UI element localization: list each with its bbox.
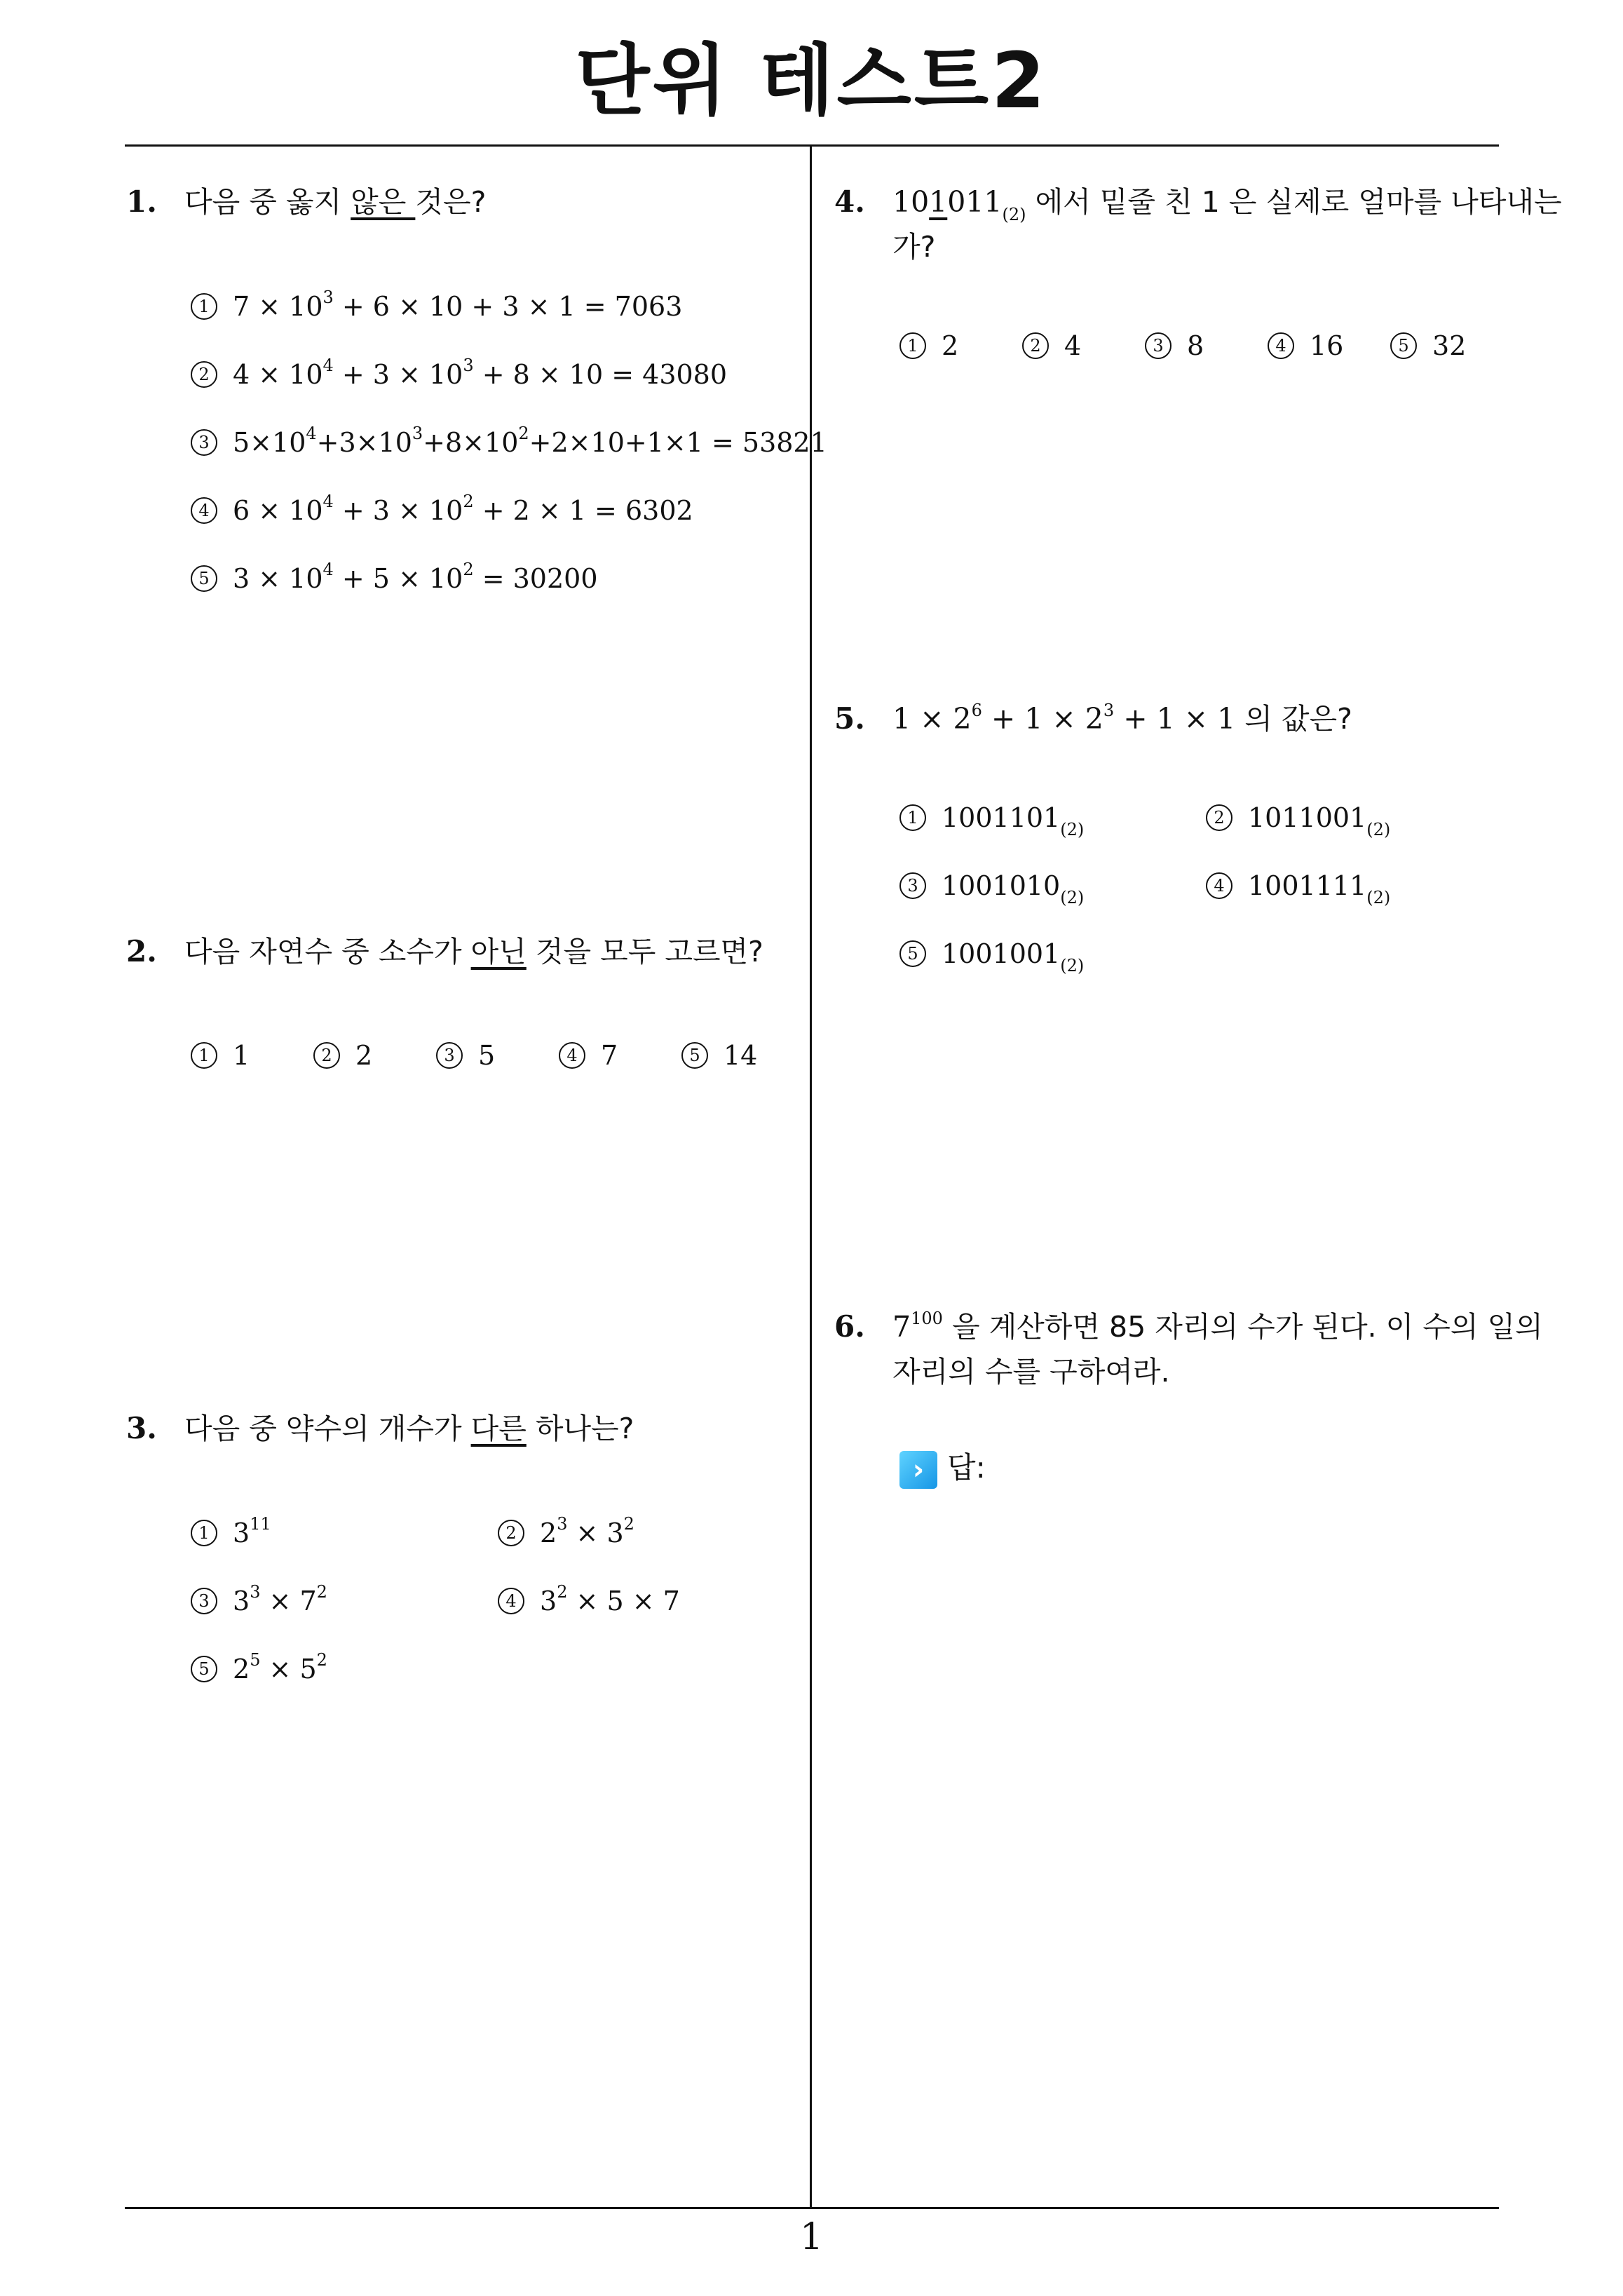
option-1[interactable] bbox=[899, 798, 1084, 837]
option-1[interactable] bbox=[191, 1036, 250, 1075]
option-math: 1 bbox=[233, 1040, 250, 1071]
option-math: $5\times 10^4+3\times 10^3+8\times 10^2+2\times 10+1\times 1 = 53821$ bbox=[233, 424, 827, 458]
expression: $1 \times 2^6 + 1 \times 2^3 + 1 \times 1$ bbox=[892, 701, 1236, 736]
option-math: 2 bbox=[942, 330, 959, 361]
option-marker: 3 bbox=[191, 429, 217, 456]
option-marker: 1 bbox=[191, 1042, 217, 1069]
question-number: 1. bbox=[126, 184, 157, 219]
bottom-divider bbox=[125, 2207, 1499, 2209]
option-marker: 5 bbox=[681, 1042, 708, 1069]
option-math: 7 bbox=[601, 1040, 618, 1071]
option-marker: 1 bbox=[191, 1520, 217, 1546]
underlined-word: 않은 bbox=[351, 185, 416, 219]
option-2[interactable] bbox=[313, 1036, 372, 1075]
binary-digits: 10 bbox=[892, 185, 930, 219]
option-marker: 2 bbox=[191, 361, 217, 388]
answer-area[interactable] bbox=[899, 1447, 986, 1489]
option-math: 5 bbox=[478, 1040, 496, 1071]
option-marker: 4 bbox=[1206, 872, 1232, 899]
question-text-part: 것을 모두 고르면? bbox=[526, 935, 763, 968]
option-marker: 1 bbox=[899, 804, 926, 831]
option-math: $4 \times 10^4 + 3 \times 10^3 + 8 \times 10 = 43080$ bbox=[233, 356, 728, 390]
option-marker: 4 bbox=[1268, 332, 1294, 359]
question-text-part: 것은? bbox=[415, 185, 487, 219]
option-marker: 5 bbox=[191, 1656, 217, 1682]
option-4[interactable] bbox=[498, 1581, 680, 1621]
option-marker: 2 bbox=[1022, 332, 1049, 359]
option-2[interactable] bbox=[498, 1513, 634, 1553]
question-text-line2: 가? bbox=[892, 230, 936, 264]
page-title: 단위 테스트2 bbox=[575, 36, 1048, 126]
page-number: 1 bbox=[799, 2216, 824, 2258]
option-5[interactable] bbox=[191, 1649, 327, 1689]
option-math: $3^3 \times 7^2$ bbox=[233, 1582, 327, 1616]
option-math: $2^3 \times 3^2$ bbox=[540, 1514, 634, 1548]
option-5[interactable] bbox=[1390, 326, 1466, 365]
binary-number bbox=[892, 185, 1026, 224]
question-6 bbox=[834, 1304, 1543, 1403]
option-1[interactable] bbox=[191, 1513, 271, 1553]
option-marker: 2 bbox=[498, 1520, 524, 1546]
option-math: $3^{11}$ bbox=[233, 1514, 271, 1548]
option-math: 16 bbox=[1310, 330, 1344, 361]
option-marker: 3 bbox=[191, 1588, 217, 1614]
question-text-part: 다음 중 약수의 개수가 bbox=[184, 1412, 471, 1445]
option-marker: 4 bbox=[559, 1042, 585, 1069]
option-4[interactable] bbox=[1206, 866, 1390, 905]
option-2[interactable] bbox=[191, 355, 727, 394]
option-5[interactable] bbox=[899, 934, 1084, 973]
option-marker: 4 bbox=[191, 497, 217, 524]
question-text bbox=[184, 1406, 634, 1451]
option-3[interactable] bbox=[191, 1581, 327, 1621]
question-number: 2. bbox=[126, 934, 157, 968]
binary-digits: 011 bbox=[947, 185, 1003, 219]
option-3[interactable] bbox=[191, 423, 827, 462]
option-marker: 5 bbox=[191, 565, 217, 592]
option-math: $1001111_{(2)}$ bbox=[1248, 870, 1391, 907]
option-4[interactable] bbox=[1268, 326, 1343, 365]
question-text-part: 의 값은? bbox=[1235, 702, 1352, 736]
question-number: 5. bbox=[834, 701, 865, 736]
option-math: 32 bbox=[1432, 330, 1467, 361]
option-marker: 1 bbox=[899, 332, 926, 359]
option-5[interactable] bbox=[681, 1036, 757, 1075]
question-4 bbox=[834, 180, 1562, 278]
option-marker: 3 bbox=[436, 1042, 463, 1069]
underlined-word: 다른 bbox=[470, 1412, 527, 1445]
option-marker: 2 bbox=[313, 1042, 340, 1069]
top-divider bbox=[125, 144, 1499, 147]
question-text bbox=[184, 929, 763, 974]
option-math: $3 \times 10^4 + 5 \times 10^2 = 30200$ bbox=[233, 560, 598, 594]
option-math: $1011001_{(2)}$ bbox=[1248, 802, 1391, 839]
option-math: $2^5 \times 5^2$ bbox=[233, 1650, 327, 1684]
option-3[interactable] bbox=[436, 1036, 495, 1075]
question-text bbox=[892, 1304, 1543, 1349]
question-text-line2: 자리의 수를 구하여라. bbox=[892, 1355, 1170, 1389]
question-text bbox=[184, 180, 486, 224]
option-marker: 2 bbox=[1206, 804, 1232, 831]
option-3[interactable] bbox=[899, 866, 1084, 905]
underlined-word: 아닌 bbox=[470, 935, 527, 968]
option-5[interactable] bbox=[191, 559, 598, 598]
option-math: 4 bbox=[1064, 330, 1082, 361]
option-math: $6 \times 10^4 + 3 \times 10^2 + 2 \times 1 = 6302$ bbox=[233, 492, 693, 526]
option-3[interactable] bbox=[1145, 326, 1204, 365]
expression: $7^{100}$ bbox=[892, 1309, 943, 1344]
option-1[interactable] bbox=[191, 287, 682, 326]
option-math: $1001101_{(2)}$ bbox=[942, 802, 1085, 839]
option-math: 14 bbox=[724, 1040, 758, 1071]
option-math: $3^2 \times 5 \times 7$ bbox=[540, 1582, 680, 1616]
question-number: 6. bbox=[834, 1309, 865, 1344]
question-text-part: 에서 밑줄 친 1 은 실제로 얼마를 나타내는 bbox=[1026, 185, 1562, 219]
option-marker: 4 bbox=[498, 1588, 524, 1614]
option-marker: 5 bbox=[899, 940, 926, 967]
option-marker: 5 bbox=[1390, 332, 1417, 359]
option-marker: 3 bbox=[899, 872, 926, 899]
question-number: 3. bbox=[126, 1411, 157, 1445]
option-math: $7 \times 10^3 + 6 \times 10 + 3 \times 1 = 7063$ bbox=[233, 288, 683, 322]
option-math: $1001001_{(2)}$ bbox=[942, 938, 1085, 975]
option-math: 2 bbox=[355, 1040, 373, 1071]
option-1[interactable] bbox=[899, 326, 958, 365]
underlined-digit: 1 bbox=[929, 185, 948, 219]
option-4[interactable] bbox=[559, 1036, 618, 1075]
option-marker: 3 bbox=[1145, 332, 1172, 359]
question-number: 4. bbox=[834, 184, 865, 219]
question-text-part: 을 계산하면 85 자리의 수가 된다. 이 수의 일의 bbox=[942, 1310, 1543, 1344]
binary-base: (2) bbox=[1002, 205, 1026, 224]
option-math: $1001010_{(2)}$ bbox=[942, 870, 1085, 907]
question-text bbox=[892, 696, 1352, 741]
question-text-part: 하나는? bbox=[526, 1412, 634, 1445]
question-text-part: 다음 중 옳지 bbox=[184, 185, 351, 219]
option-math: 8 bbox=[1187, 330, 1204, 361]
option-marker: 1 bbox=[191, 293, 217, 320]
question-text bbox=[892, 180, 1562, 224]
option-2[interactable] bbox=[1022, 326, 1081, 365]
option-4[interactable] bbox=[191, 491, 693, 530]
answer-label: 답: bbox=[947, 1450, 986, 1485]
chevron-right-icon: › bbox=[899, 1451, 937, 1489]
option-2[interactable] bbox=[1206, 798, 1390, 837]
question-text-part: 다음 자연수 중 소수가 bbox=[184, 935, 471, 968]
